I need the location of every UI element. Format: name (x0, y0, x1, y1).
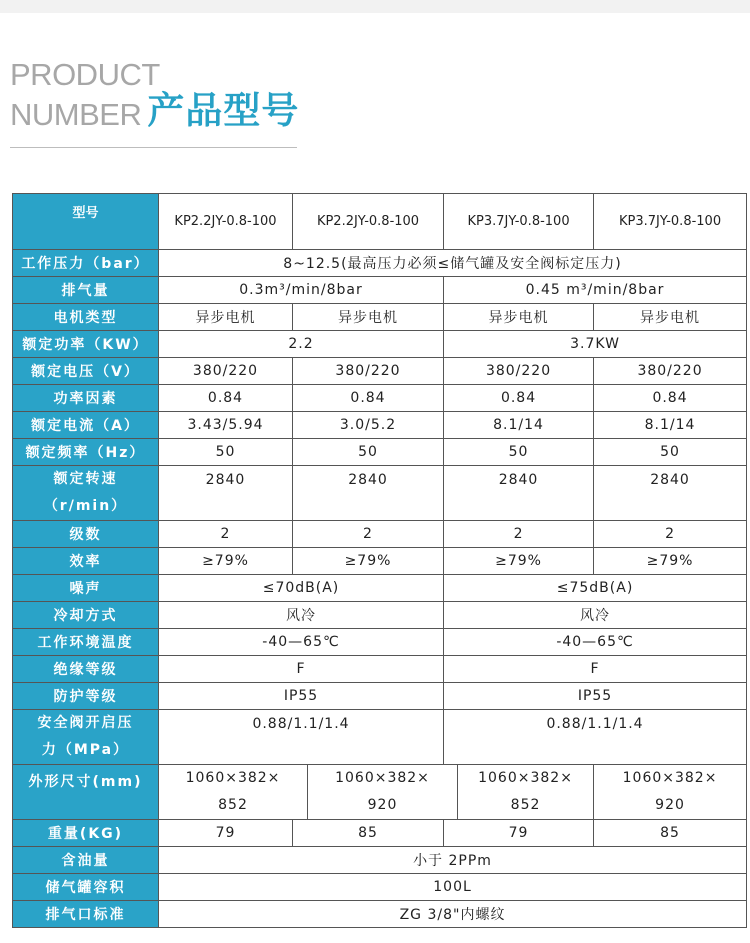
table-cell: -40—65℃ (159, 629, 444, 656)
row-label-displacement: 排气量 (13, 277, 159, 304)
dimension-cell (308, 765, 458, 820)
table-cell: 380/220 (594, 358, 747, 385)
dimension-line1: 1060×382× (185, 770, 281, 786)
table-cell: 2840 (444, 466, 594, 521)
spec-table (12, 193, 747, 928)
row-label-outlet: 排气口标准 (13, 901, 159, 928)
table-row (13, 629, 747, 656)
table-row (13, 466, 747, 521)
table-cell: 0.3m³/min/8bar (159, 277, 444, 304)
row-label-pressure: 工作压力（bar） (13, 250, 159, 277)
dimension-line2: 852 (218, 797, 248, 813)
row-label-grade: 级数 (13, 521, 159, 548)
dimension-line2: 920 (655, 797, 685, 813)
table-row (13, 358, 747, 385)
table-cell: 0.88/1.1/1.4 (159, 710, 444, 765)
dimension-line1: 1060×382× (478, 770, 573, 786)
row-label-speed (13, 466, 159, 521)
row-label-power: 额定功率（KW） (13, 331, 159, 358)
dimension-line2: 920 (367, 797, 398, 813)
table-cell: -40—65℃ (444, 629, 747, 656)
table-cell: 0.84 (293, 385, 444, 412)
table-cell: 2 (594, 521, 747, 548)
table-cell: 3.43/5.94 (159, 412, 293, 439)
row-label-model: 型号 (13, 194, 159, 250)
row-label-insulation: 绝缘等级 (13, 656, 159, 683)
table-cell: 风冷 (159, 602, 444, 629)
model-cell: KP3.7JY-0.8-100 (594, 194, 747, 250)
table-row (13, 412, 747, 439)
row-label-voltage: 额定电压（V） (13, 358, 159, 385)
table-cell: ≥79% (159, 548, 293, 575)
table-cell: 异步电机 (444, 304, 594, 331)
table-cell: 风冷 (444, 602, 747, 629)
table-cell: 79 (444, 820, 594, 847)
table-cell: 0.84 (444, 385, 594, 412)
table-row (13, 575, 747, 602)
row-label-efficiency: 效率 (13, 548, 159, 575)
header-en-line2: NUMBER (10, 97, 142, 132)
table-cell: 3.7KW (444, 331, 747, 358)
table-row (13, 710, 747, 765)
table-cell: 2840 (293, 466, 444, 521)
table-cell: 50 (293, 439, 444, 466)
table-cell: ≥79% (594, 548, 747, 575)
table-cell: 0.45 m³/min/8bar (444, 277, 747, 304)
table-row (13, 765, 747, 820)
table-cell: 8.1/14 (444, 412, 594, 439)
table-cell: ≤75dB(A) (444, 575, 747, 602)
table-cell: 2 (159, 521, 293, 548)
model-cell: KP2.2JY-0.8-100 (159, 194, 293, 250)
row-label-current: 额定电流（A） (13, 412, 159, 439)
table-cell: F (159, 656, 444, 683)
table-row (13, 521, 747, 548)
table-cell: 50 (594, 439, 747, 466)
table-cell: 0.88/1.1/1.4 (444, 710, 747, 765)
valve-label-line1: 安全阀开启压 (37, 715, 134, 731)
table-row (13, 874, 747, 901)
table-cell: 8.1/14 (594, 412, 747, 439)
table-cell: 380/220 (159, 358, 293, 385)
row-label-protection: 防护等级 (13, 683, 159, 710)
table-cell: 2 (293, 521, 444, 548)
row-label-valve (13, 710, 159, 765)
row-label-motor-type: 电机类型 (13, 304, 159, 331)
table-row (13, 331, 747, 358)
row-label-cooling: 冷却方式 (13, 602, 159, 629)
table-cell: 50 (159, 439, 293, 466)
table-row (13, 277, 747, 304)
table-row (13, 304, 747, 331)
row-label-frequency: 额定频率（Hz） (13, 439, 159, 466)
table-cell: IP55 (159, 683, 444, 710)
table-cell: 380/220 (293, 358, 444, 385)
table-cell: 2 (444, 521, 594, 548)
table-row (13, 901, 747, 928)
dimension-line1: 1060×382× (335, 770, 430, 786)
header-divider (10, 147, 297, 148)
table-cell: ≤70dB(A) (159, 575, 444, 602)
table-row (13, 385, 747, 412)
table-cell: F (444, 656, 747, 683)
top-bar (0, 0, 750, 13)
table-cell: 2840 (594, 466, 747, 521)
row-label-noise: 噪声 (13, 575, 159, 602)
row-label-weight: 重量(KG) (13, 820, 159, 847)
table-cell: 0.84 (594, 385, 747, 412)
table-row (13, 194, 747, 250)
table-cell: 3.0/5.2 (293, 412, 444, 439)
header-en-line1: PRODUCT (10, 57, 160, 92)
table-cell: 380/220 (444, 358, 594, 385)
valve-label-line2: 力（MPa） (41, 742, 130, 758)
table-cell: 100L (159, 874, 747, 901)
table-cell: 2840 (159, 466, 293, 521)
table-cell: 2.2 (159, 331, 444, 358)
table-cell: ZG 3/8"内螺纹 (159, 901, 747, 928)
table-cell: 50 (444, 439, 594, 466)
table-cell: 0.84 (159, 385, 293, 412)
header-line2 (10, 91, 299, 131)
dimension-cell (458, 765, 594, 820)
row-label-dimensions: 外形尺寸(mm) (13, 765, 159, 820)
table-row (13, 656, 747, 683)
table-row (13, 602, 747, 629)
model-cell: KP3.7JY-0.8-100 (444, 194, 594, 250)
table-cell: 异步电机 (159, 304, 293, 331)
row-label-power-factor: 功率因素 (13, 385, 159, 412)
header-zh-title: 产品型号 (147, 89, 300, 132)
table-row (13, 439, 747, 466)
dimension-cell (159, 765, 308, 820)
table-row (13, 548, 747, 575)
table-cell: 85 (594, 820, 747, 847)
table-cell: 异步电机 (293, 304, 444, 331)
dimension-cell (594, 765, 747, 820)
model-cell: KP2.2JY-0.8-100 (293, 194, 444, 250)
speed-label-line2: （r/min） (43, 498, 128, 514)
dimension-line1: 1060×382× (622, 770, 718, 786)
table-row (13, 683, 747, 710)
table-cell: ≥79% (293, 548, 444, 575)
pressure-value: 8~12.5(最高压力必须≤储气罐及安全阀标定压力) (159, 250, 747, 277)
table-cell: 小于 2PPm (159, 847, 747, 874)
row-label-tank: 储气罐容积 (13, 874, 159, 901)
row-label-oil: 含油量 (13, 847, 159, 874)
speed-label-line1: 额定转速 (53, 471, 118, 487)
table-row (13, 847, 747, 874)
row-label-env-temp: 工作环境温度 (13, 629, 159, 656)
table-cell: 异步电机 (594, 304, 747, 331)
table-row (13, 820, 747, 847)
table-cell: ≥79% (444, 548, 594, 575)
table-cell: IP55 (444, 683, 747, 710)
table-cell: 85 (293, 820, 444, 847)
dimension-line2: 852 (510, 797, 541, 813)
section-header (10, 58, 299, 131)
table-cell: 79 (159, 820, 293, 847)
table-row (13, 250, 747, 277)
